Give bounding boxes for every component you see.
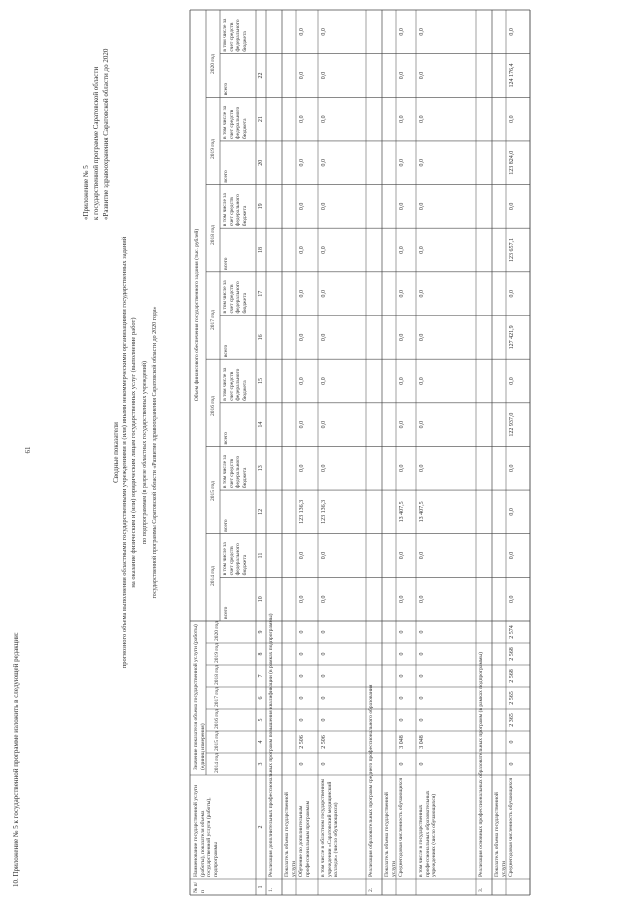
column-number: 16 bbox=[258, 334, 264, 341]
table-cell: 0,0 bbox=[509, 595, 515, 603]
table-cell: 0 bbox=[321, 674, 327, 678]
row-number: 3. bbox=[478, 887, 484, 892]
table-cell: 0 bbox=[509, 740, 515, 744]
doc-title: по подпрограммам (в разрезе областных государственных учреждений) bbox=[142, 360, 148, 545]
column-number: 18 bbox=[258, 247, 264, 254]
vol-year-label: 2014 год bbox=[214, 753, 220, 773]
header-finance-group: Объем финансового обеспечения государственного задания (тыс. рублей) bbox=[194, 228, 200, 402]
table-cell: 0,0 bbox=[399, 246, 405, 254]
table-cell: 0,0 bbox=[419, 377, 425, 385]
appendix-line: «Приложение № 5 bbox=[82, 165, 90, 220]
table-cell: 2 506 bbox=[299, 735, 305, 749]
header-volume-group: Значение показателя объема государственной услуги (работы) (единиц измерения) bbox=[193, 624, 206, 770]
section-heading: Реализация образовательных программ среднего профессионального образования bbox=[368, 684, 374, 877]
header-total: всего bbox=[223, 257, 229, 270]
table-cell: 0 bbox=[419, 696, 425, 700]
table-cell: 0 bbox=[419, 718, 425, 722]
table-cell: 0,0 bbox=[419, 551, 425, 560]
table-cell: 0,0 bbox=[399, 115, 405, 123]
table-grid bbox=[190, 10, 620, 895]
header-num: № п/п bbox=[193, 881, 206, 893]
table-cell: 0,0 bbox=[509, 551, 515, 560]
table-cell: 0,0 bbox=[399, 377, 405, 385]
table-cell: 0 bbox=[419, 630, 425, 634]
table-cell: 0,0 bbox=[299, 595, 305, 603]
table-cell: 0,0 bbox=[399, 551, 405, 560]
table-cell: 0 bbox=[299, 718, 305, 722]
column-number: 22 bbox=[258, 72, 264, 79]
row-label: в том числе в областном государственном учреждении «Саратовский медицинский колледж» (число обучающихся) bbox=[320, 778, 340, 877]
table-cell: 0 bbox=[299, 696, 305, 700]
fin-year-label: 2017 год bbox=[210, 310, 216, 330]
table-cell: 127 421,9 bbox=[509, 325, 515, 350]
column-number: 17 bbox=[258, 290, 264, 297]
header-incl-federal: в том числе за счет средств федерального бюджета bbox=[222, 280, 248, 314]
table-cell: 3 048 bbox=[399, 735, 405, 749]
column-number: 2 bbox=[258, 825, 264, 829]
header-total: всего bbox=[223, 519, 229, 532]
table-cell: 0,0 bbox=[321, 71, 327, 80]
header-total: всего bbox=[223, 170, 229, 183]
table-cell: 0,0 bbox=[419, 159, 425, 167]
section-heading: Реализация дополнительных профессиональных программ повышения квалификации (в рамках подпрограммы) bbox=[268, 613, 274, 877]
table-cell: 0,0 bbox=[419, 202, 425, 211]
header-total: всего bbox=[223, 606, 229, 619]
table-cell: 0,0 bbox=[509, 289, 515, 298]
table-cell: 0,0 bbox=[509, 115, 515, 123]
table-cell: 0,0 bbox=[321, 377, 327, 385]
table-cell: 0,0 bbox=[299, 289, 305, 298]
section-heading: Реализация основных профессиональных образовательных программ (в рамках подпрограммы) bbox=[478, 652, 484, 877]
table-cell: 2 506 bbox=[321, 735, 327, 749]
row-number: 1. bbox=[268, 887, 274, 892]
table-cell: 0 bbox=[321, 762, 327, 766]
table-cell: 0,0 bbox=[321, 595, 327, 603]
table-cell: 2 568 bbox=[509, 647, 515, 661]
vol-year-label: 2018 год bbox=[214, 665, 220, 685]
table-cell: 0 bbox=[321, 718, 327, 722]
appendix-line: к государственной программе Саратовской области bbox=[92, 66, 100, 220]
table-cell: 0,0 bbox=[399, 71, 405, 80]
row-label: Среднегодовая численность обучающихся bbox=[508, 777, 514, 877]
column-number: 7 bbox=[258, 674, 264, 678]
column-number: 5 bbox=[258, 718, 264, 722]
fin-year-label: 2020 год bbox=[210, 54, 216, 74]
side-note: 10. Приложение № 5 к государственной программе изложить в следующей редакции: bbox=[12, 632, 20, 887]
column-number: 21 bbox=[258, 116, 264, 123]
table-cell: 0 bbox=[321, 696, 327, 700]
table-cell: 0,0 bbox=[299, 551, 305, 560]
table-cell: 0,0 bbox=[321, 551, 327, 560]
row-label: Показатель объема государственной услуги bbox=[384, 792, 397, 877]
table-cell: 0,0 bbox=[419, 246, 425, 254]
table-cell: 2 568 bbox=[509, 669, 515, 683]
table-cell: 0 bbox=[299, 762, 305, 766]
table-cell: 13 407,5 bbox=[419, 501, 425, 523]
table-cell: 0,0 bbox=[321, 420, 327, 429]
table-cell: 0,0 bbox=[509, 377, 515, 385]
table-cell: 0,0 bbox=[419, 595, 425, 603]
table-cell: 0 bbox=[399, 630, 405, 634]
table-cell: 0 bbox=[299, 652, 305, 656]
table-cell: 0,0 bbox=[299, 246, 305, 254]
header-incl-federal: в том числе за счет средств федерального бюджета bbox=[222, 18, 248, 52]
table-cell: 0,0 bbox=[299, 28, 305, 36]
column-number: 12 bbox=[258, 508, 264, 515]
table-cell: 0 bbox=[509, 762, 515, 766]
page-number: 61 bbox=[24, 446, 32, 454]
table-cell: 0,0 bbox=[299, 159, 305, 167]
column-number: 4 bbox=[258, 740, 264, 744]
header-incl-federal: в том числе за счет средств федерального бюджета bbox=[222, 193, 248, 227]
table-cell: 0 bbox=[399, 762, 405, 766]
column-number: 20 bbox=[258, 159, 264, 166]
row-label: в том числе в государственных профессиональных образовательных учреждениях (число обучающихся) bbox=[418, 790, 438, 877]
table-cell: 0,0 bbox=[419, 420, 425, 429]
fin-year-label: 2018 год bbox=[210, 225, 216, 245]
table-cell: 2 565 bbox=[509, 691, 515, 705]
table-cell: 0,0 bbox=[299, 377, 305, 385]
table-cell: 0 bbox=[399, 696, 405, 700]
row-label: Среднегодовая численность обучающихся bbox=[398, 777, 404, 877]
row-label: Обучение по дополнительным профессиональным программам bbox=[298, 800, 311, 877]
table-cell: 0 bbox=[419, 762, 425, 766]
vol-year-label: 2017 год bbox=[214, 687, 220, 707]
table-cell: 0,0 bbox=[509, 464, 515, 472]
header-name: Наименование государственной услуги (работы), показателя объема государственной услуги (работы), подпрограммы bbox=[193, 784, 219, 877]
table-cell: 0,0 bbox=[399, 464, 405, 472]
table-cell: 0,0 bbox=[321, 333, 327, 342]
column-number: 1 bbox=[258, 885, 264, 889]
table-cell: 123 657,1 bbox=[509, 238, 515, 263]
table-cell: 0,0 bbox=[321, 202, 327, 211]
header-incl-federal: в том числе за счет средств федерального бюджета bbox=[222, 542, 248, 576]
table-cell: 122 937,0 bbox=[509, 412, 515, 437]
fin-year-label: 2016 год bbox=[210, 396, 216, 416]
table-cell: 0,0 bbox=[399, 159, 405, 167]
header-total: всего bbox=[223, 344, 229, 358]
header-incl-federal: в том числе за счет средств федерального бюджета bbox=[222, 105, 248, 139]
table-cell: 0,0 bbox=[299, 420, 305, 429]
table-cell: 0,0 bbox=[509, 28, 515, 36]
table-cell: 0 bbox=[399, 674, 405, 678]
header-total: всего bbox=[223, 432, 229, 445]
row-label: Показатель объема государственной услуги bbox=[284, 792, 297, 877]
table-cell: 0 bbox=[399, 718, 405, 722]
doc-title: прогнозного объема выполнения областными государственными учреждениями и (или) иными некоммерческими организациями государственных заданий bbox=[121, 236, 128, 669]
table-cell: 0,0 bbox=[419, 464, 425, 472]
table-cell: 0 bbox=[299, 674, 305, 678]
table-cell: 0,0 bbox=[509, 202, 515, 211]
doc-title: на оказание физическим и (или) юридическим лицам государственных услуг (выполнение работ) bbox=[130, 317, 137, 588]
table-cell: 0,0 bbox=[299, 115, 305, 123]
row-label: Показатель объема государственной услуги bbox=[494, 792, 507, 877]
table-cell: 0,0 bbox=[399, 28, 405, 36]
column-number: 9 bbox=[258, 630, 264, 634]
table-cell: 0,0 bbox=[419, 115, 425, 123]
column-number: 8 bbox=[258, 652, 264, 656]
table-cell: 0,0 bbox=[321, 246, 327, 254]
vol-year-label: 2019 год bbox=[214, 643, 220, 663]
table-cell: 0,0 bbox=[299, 464, 305, 472]
fin-year-label: 2014 год bbox=[210, 566, 216, 586]
table-cell: 123 136,3 bbox=[321, 499, 327, 524]
table-cell: 123 824,0 bbox=[509, 150, 515, 175]
table-cell: 0 bbox=[399, 652, 405, 656]
table-cell: 0 bbox=[419, 652, 425, 656]
column-number: 6 bbox=[258, 696, 264, 700]
doc-title: государственной программы Саратовской области «Развитие здравоохранения Саратовской области до 2020 года» bbox=[152, 306, 158, 599]
table-cell: 2 365 bbox=[509, 713, 515, 727]
table-cell: 0 bbox=[321, 630, 327, 634]
table-cell: 0,0 bbox=[299, 71, 305, 80]
table-cell: 0,0 bbox=[419, 333, 425, 342]
fin-year-label: 2015 год bbox=[210, 481, 216, 501]
table-cell: 0,0 bbox=[299, 202, 305, 211]
appendix-line: «Развитие здравоохранения Саратовской области до 2020 bbox=[102, 48, 110, 220]
vol-year-label: 2020 год bbox=[214, 621, 220, 641]
table-cell: 0,0 bbox=[419, 28, 425, 36]
table-cell: 0 bbox=[299, 630, 305, 634]
table-cell: 0 bbox=[321, 652, 327, 656]
column-number: 10 bbox=[258, 596, 264, 603]
table-cell: 0,0 bbox=[419, 71, 425, 80]
column-number: 3 bbox=[258, 762, 264, 766]
header-incl-federal: в том числе за счет средств федерального бюджета bbox=[222, 454, 248, 489]
table-cell: 0,0 bbox=[509, 508, 515, 516]
table-cell: 124 176,4 bbox=[509, 63, 515, 88]
table-cell: 123 136,3 bbox=[299, 499, 305, 524]
table-cell: 0,0 bbox=[299, 333, 305, 342]
table-cell: 0,0 bbox=[399, 333, 405, 342]
indicators-table bbox=[190, 10, 620, 895]
table-cell: 3 048 bbox=[419, 735, 425, 749]
column-number: 11 bbox=[258, 552, 264, 559]
vol-year-label: 2016 год bbox=[214, 709, 220, 729]
header-total: всего bbox=[223, 82, 229, 96]
header-incl-federal: в том числе за счет средств федерального бюджета bbox=[222, 367, 248, 401]
table-cell: 0,0 bbox=[399, 289, 405, 298]
table-cell: 0,0 bbox=[321, 115, 327, 123]
column-number: 15 bbox=[258, 377, 264, 384]
column-number: 19 bbox=[258, 203, 264, 210]
table-cell: 2 574 bbox=[509, 625, 515, 639]
table-cell: 0,0 bbox=[321, 159, 327, 167]
column-number: 13 bbox=[258, 465, 264, 472]
table-cell: 0,0 bbox=[419, 289, 425, 298]
table-cell: 0,0 bbox=[399, 202, 405, 211]
doc-title: Сводные показатели bbox=[112, 422, 120, 483]
table-cell: 0,0 bbox=[321, 28, 327, 36]
table-cell: 0,0 bbox=[321, 289, 327, 298]
table-cell: 0,0 bbox=[399, 420, 405, 429]
table-cell: 13 407,5 bbox=[399, 501, 405, 523]
table-cell: 0,0 bbox=[321, 464, 327, 472]
row-number: 2. bbox=[368, 887, 374, 892]
table-cell: 0,0 bbox=[399, 595, 405, 603]
column-number: 14 bbox=[258, 421, 264, 428]
table-cell: 0 bbox=[419, 674, 425, 678]
fin-year-label: 2019 год bbox=[210, 139, 216, 159]
vol-year-label: 2015 год bbox=[214, 731, 220, 751]
